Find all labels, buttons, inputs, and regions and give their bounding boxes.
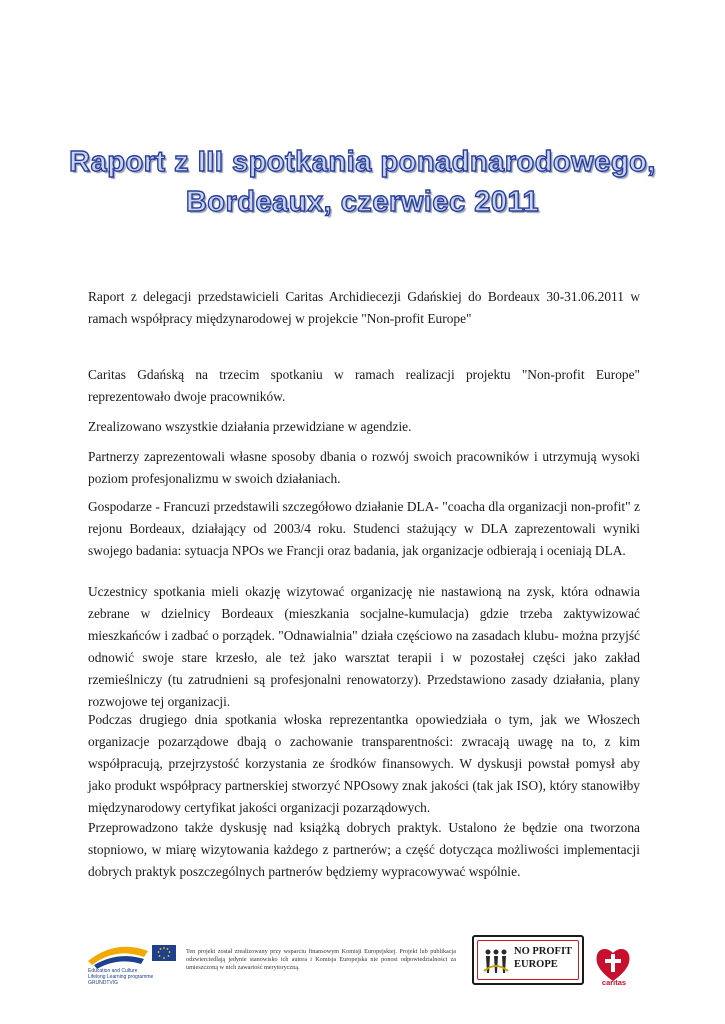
paragraph-6	[88, 709, 640, 819]
paragraph-text: Caritas Gdańską na trzecim spotkaniu w ramach realizacji projektu "Non-profit Europe" reprezentowało dwoje pracowników.	[88, 367, 640, 404]
paragraph-text: Uczestnicy spotkania mieli okazję wizytować organizację nie nastawioną na zysk, która odnawia zebrane w dzielnicy Bordeaux (mieszkania socjalne-kumulacja) gdzie trzeba zaktywizować mieszkańców i zadbać o porządek. "Odnawialnia" działa częściowo na zasadach klubu- można przyjść odnowić swoje stare krzesło, ale też jako warsztat terapii i w pozostałej części jako zakład rzemieślniczy (tu zatrudnieni są profesjonalni renowatorzy). Przedstawiono zasady działania, plany rozwojowe tej organizacji.	[88, 584, 640, 709]
paragraph-4	[88, 496, 640, 562]
eu-program-line: GRUNDTVIG	[88, 980, 118, 986]
footer	[0, 935, 725, 995]
paragraph-text: Przeprowadzono także dyskusję nad książką dobrych praktyk. Ustalono że będzie ona tworzona stopniowo, w miarę wizytowania każdego z partnerów; a część dotycząca możliwości implementacji dobrych praktyk poszczególnych partnerów będziemy wypracowywać wspólnie.	[88, 820, 640, 879]
paragraph-3	[88, 446, 640, 490]
paragraph-1	[88, 364, 640, 408]
title-line-1: Raport z III spotkania ponadnarodowego,	[69, 146, 656, 178]
paragraph-text: Partnerzy zaprezentowali własne sposoby dbania o rozwój swoich pracowników i utrzymują wysoki poziom profesjonalizmu w swoich działaniach.	[88, 449, 640, 486]
paragraph-5	[88, 581, 640, 713]
eu-program-line: Lifelong Learning programme	[88, 974, 154, 980]
eu-program-text	[88, 968, 153, 986]
title-line-2: Bordeaux, czerwiec 2011	[185, 186, 540, 218]
no-profit-europe-logo	[472, 935, 584, 985]
npe-logo-line: EUROPE	[514, 959, 558, 970]
funding-disclaimer: Ten projekt został zrealizowany przy wsparciu finansowym Komisji Europejskiej. Projekt lub publikacja odzwierciedlają jedynie stanowisko ich autora i Komisja Europejska nie ponosi odpowiedzialności za umieszczoną w nich zawartość merytoryczną.	[186, 948, 456, 971]
intro-text: Raport z delegacji przedstawicieli Caritas Archidiecezji Gdańskiej do Bordeaux 30-31.06.2011 w ramach współpracy międzynarodowej w projekcie "Non-profit Europe"	[88, 289, 640, 326]
paragraph-text: Podczas drugiego dnia spotkania włoska reprezentantka opowiedziała o tym, jak we Włoszech organizacje pozarządowe dbają o zachowanie transparentności: zwracają uwagę na to, z kim współpracują, przejrzystość korzystania ze środków finansowych. W dyskusji powstał pomysł aby jako produkt współpracy partnerskiej stworzyć NPOsowy znak jakości (tak jak ISO), który stanowiłby międzynarodowy certyfikat jakości organizacji pozarządowych.	[88, 712, 640, 815]
paragraph-text: Zrealizowano wszystkie działania przewidziane w agendzie.	[88, 419, 412, 434]
paragraph-text: Gospodarze - Francuzi przedstawili szczegółowo działanie DLA- "coacha dla organizacji non-profit" z rejonu Bordeaux, działający od 2003/4 roku. Studenci stażujący w DLA zaprezentowali wyniki swojego badania: sytuacja NPOs we Francji oraz badania, jak organizacje odbierają i oceniają DLA.	[88, 499, 640, 558]
paragraph-7	[88, 817, 640, 883]
figures-icon	[482, 947, 510, 975]
npe-logo-text	[514, 945, 572, 971]
eu-program-line: Education and Culture	[88, 968, 138, 974]
paragraph-2	[88, 416, 640, 438]
npe-logo-line: NO PROFIT	[514, 946, 573, 957]
intro-paragraph	[88, 286, 640, 330]
caritas-logo-label: caritas	[601, 978, 627, 987]
